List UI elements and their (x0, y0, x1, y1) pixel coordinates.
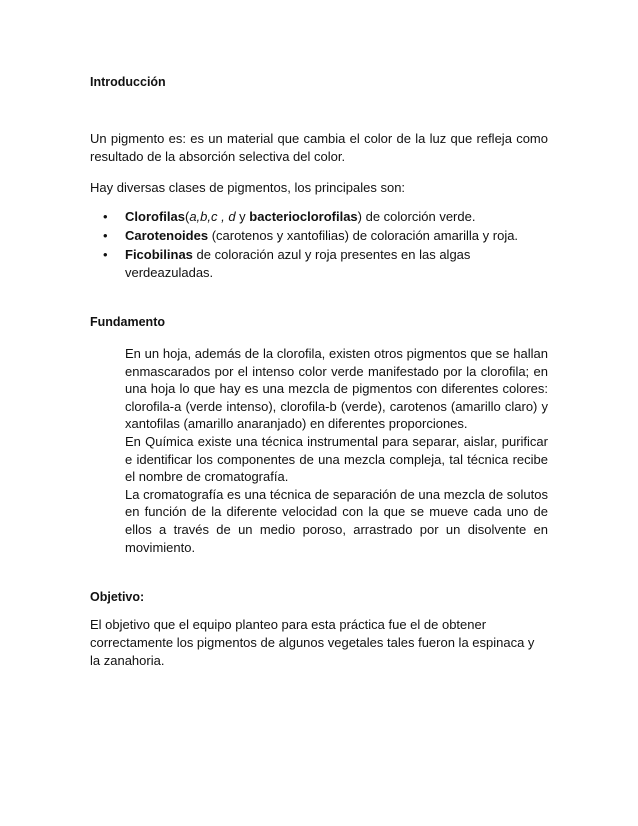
list-text: ) de colorción verde. (357, 209, 476, 224)
list-text: y (235, 209, 250, 224)
section-heading-fundamento: Fundamento (90, 315, 165, 329)
term-bacterioclorofilas: bacterioclorofilas (249, 209, 358, 224)
term-clorofilas: Clorofilas (125, 209, 185, 224)
fundamento-body (125, 345, 548, 556)
bullet-dot-icon: • (103, 247, 108, 262)
fundamento-paragraph-chemistry: En Química existe una técnica instrumental para separar, aislar, purificar e identificar los componentes de una mezcla compleja, tal técnica recibe el nombre de cromatografía. (125, 433, 548, 485)
bullet-dot-icon: • (103, 209, 108, 224)
objetivo-paragraph: El objetivo que el equipo planteo para esta práctica fue el de obtener correctamente los pigmentos de algunos vegetales tales fueron la espinaca y la zanahoria. (90, 617, 535, 669)
intro-paragraph-classes: Hay diversas clases de pigmentos, los principales son: (90, 180, 406, 195)
term-carotenoides: Carotenoides (125, 228, 209, 243)
bullet-dot-icon: • (103, 228, 108, 243)
list-item-ficobilinas (103, 246, 548, 282)
list-item-carotenoides (103, 227, 548, 245)
section-heading-objetivo: Objetivo: (90, 590, 145, 605)
pigment-list (90, 208, 548, 282)
italic-variants: a,b,c , d (189, 209, 236, 224)
section-heading-introduccion: Introducción (90, 75, 166, 89)
fundamento-paragraph-pigments: En un hoja, además de la clorofila, existen otros pigmentos que se hallan enmascarados por el intenso color verde manifestado por la clorofila; en una hoja lo que hay es una mezcla de pigmentos con diferentes colores: clorofila-a (verde intenso), clorofila-b (verde), carotenos (amarillo claro) y xantofilas (amarillo anaranjado) en diferentes proporciones. (125, 346, 548, 432)
document-page (90, 70, 548, 670)
list-item-clorofilas (103, 208, 548, 226)
list-text: (carotenos y xantofilias) de coloración amarilla y roja. (208, 228, 519, 243)
intro-paragraph-definition: Un pigmento es: es un material que cambia el color de la luz que refleja como resultado de la absorción selectiva del color. (90, 131, 548, 164)
fundamento-paragraph-chromatography: La cromatografía es una técnica de separación de una mezcla de solutos en función de la diferente velocidad con la que se mueve cada uno de ellos a través de un medio poroso, arrastrado por un disolvente en movimiento. (125, 486, 548, 555)
term-ficobilinas: Ficobilinas (125, 247, 193, 262)
list-text: de coloración azul y roja presentes en las algas verdeazuladas. (125, 247, 471, 280)
list-text: ( (184, 209, 190, 224)
